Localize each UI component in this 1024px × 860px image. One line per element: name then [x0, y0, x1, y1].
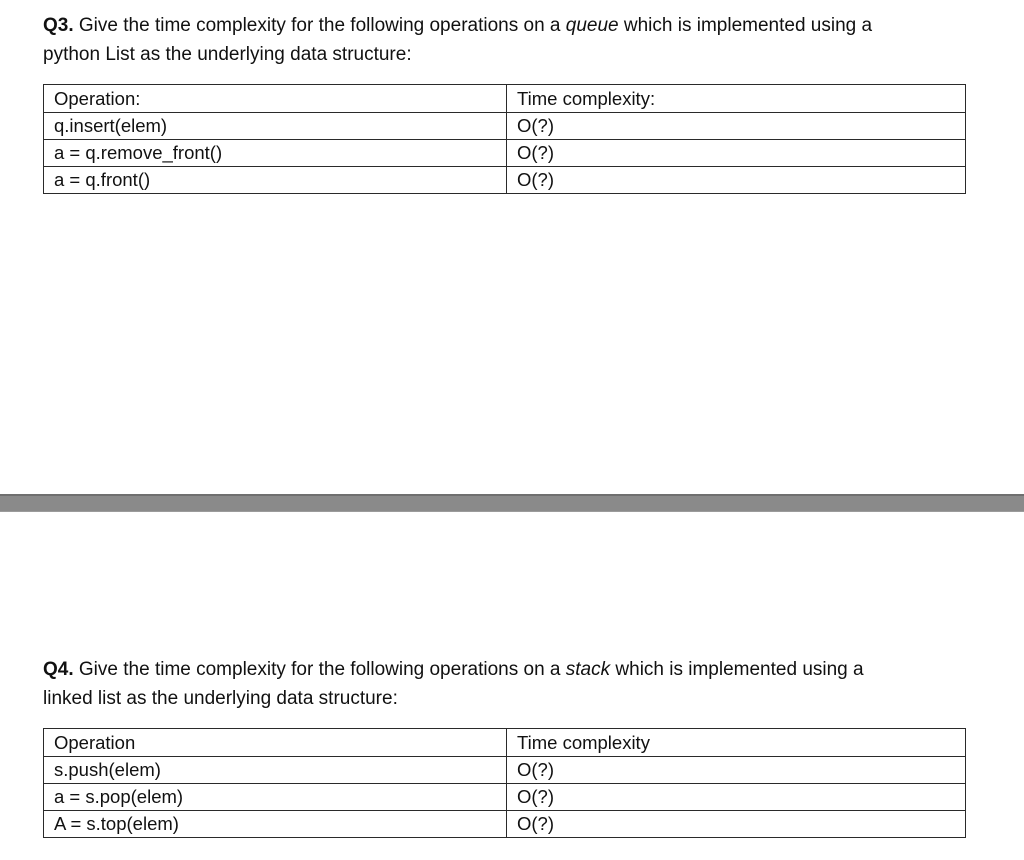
- operation-cell: q.insert(elem): [44, 113, 507, 140]
- q4-label: Q4.: [43, 659, 74, 680]
- q4-text-line2: linked list as the underlying data structure:: [43, 688, 398, 709]
- complexity-cell: O(?): [507, 167, 966, 194]
- q4-text-before: Give the time complexity for the following operations on a: [73, 659, 566, 680]
- table-row: [44, 811, 966, 838]
- operation-header: Operation: [44, 729, 507, 757]
- q3-question: [43, 11, 943, 69]
- q3-emphasis: queue: [565, 15, 619, 36]
- q4-text-after: which is implemented using a: [610, 659, 864, 680]
- complexity-header: Time complexity:: [507, 85, 966, 113]
- q3-label: Q3.: [43, 15, 74, 36]
- complexity-cell: O(?): [507, 140, 966, 167]
- q3-text-line2: python List as the underlying data structure:: [43, 44, 412, 65]
- operation-cell: s.push(elem): [44, 757, 507, 784]
- table-row: [44, 784, 966, 811]
- q4-emphasis: stack: [565, 659, 611, 680]
- q3-text-after: which is implemented using a: [618, 15, 873, 36]
- complexity-cell: O(?): [507, 757, 966, 784]
- complexity-cell: O(?): [507, 784, 966, 811]
- operation-cell: a = q.remove_front(): [44, 140, 507, 167]
- q3-table: [43, 84, 966, 194]
- operation-header: Operation:: [44, 85, 507, 113]
- q3-text-before: Give the time complexity for the following operations on a: [73, 15, 566, 36]
- complexity-cell: O(?): [507, 811, 966, 838]
- operation-cell: A = s.top(elem): [44, 811, 507, 838]
- table-row: [44, 113, 966, 140]
- operation-cell: a = s.pop(elem): [44, 784, 507, 811]
- q4-table: [43, 728, 966, 838]
- table-row: [44, 140, 966, 167]
- complexity-header: Time complexity: [507, 729, 966, 757]
- table-header-row: [44, 85, 966, 113]
- complexity-cell: O(?): [507, 113, 966, 140]
- table-header-row: [44, 729, 966, 757]
- operation-cell: a = q.front(): [44, 167, 507, 194]
- table-row: [44, 757, 966, 784]
- page-break-divider: [0, 494, 1024, 512]
- q4-question: [43, 655, 943, 713]
- table-row: [44, 167, 966, 194]
